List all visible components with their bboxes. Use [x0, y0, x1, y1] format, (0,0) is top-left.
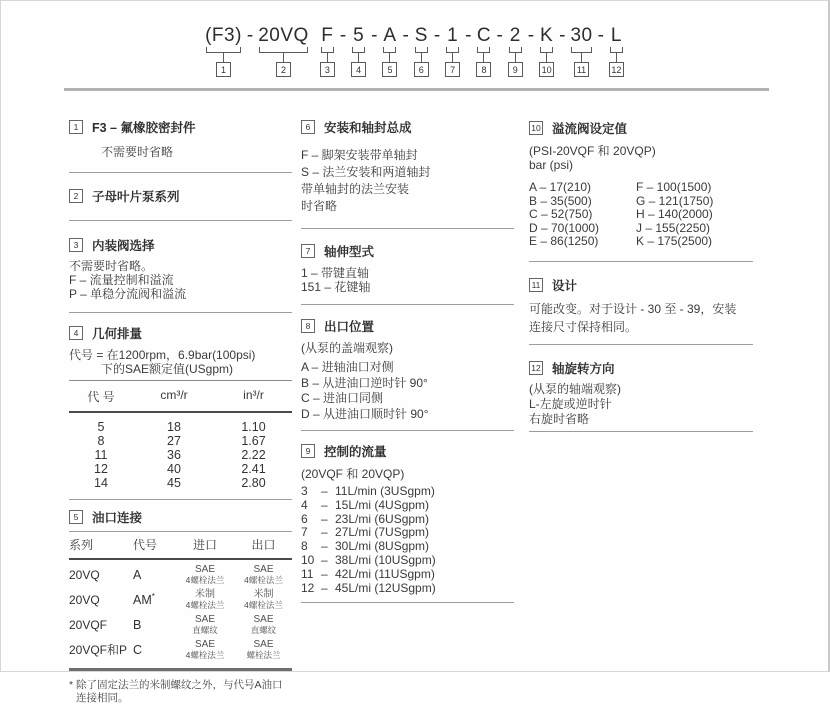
flow-option: 10 – 38L/mi (10USgpm): [301, 552, 436, 567]
flow-option: 8 – 30L/mi (8USgpm): [301, 539, 430, 554]
column-header: 代 号: [87, 390, 115, 404]
table-cell: 12: [94, 462, 108, 476]
code-cell: A: [133, 568, 142, 583]
section-3-number-box: 3: [69, 238, 83, 252]
table-cell: 27: [167, 434, 181, 448]
setting-item: F – 100(1500): [636, 180, 712, 194]
text-line: 连接尺寸保持相同。: [529, 319, 638, 334]
series-cell: 20VQ: [69, 567, 100, 582]
section-12-body: [529, 382, 753, 427]
section-1-heading: [69, 118, 292, 136]
code-dash: -: [559, 25, 566, 46]
section-11-body: [529, 300, 753, 336]
table-row: [69, 612, 292, 637]
code-stem: [223, 53, 224, 62]
section-2-heading: [69, 187, 292, 205]
code-text-3: F: [321, 25, 334, 46]
code-dash: -: [496, 25, 503, 46]
setting-item: G – 121(1750): [636, 193, 714, 208]
code-stem: [546, 53, 547, 62]
code-number-box-7: 7: [445, 62, 460, 77]
code-stem: [452, 53, 453, 62]
section-4-title: 几何排量: [92, 327, 143, 341]
option-line: 不需要时省略。: [69, 259, 154, 273]
code-text-9: 2: [509, 25, 521, 46]
port-table-body: [69, 560, 292, 662]
code-segment-11: [570, 25, 592, 77]
section-12-number-box: 12: [529, 361, 543, 375]
option-line: 151 – 花键轴: [301, 280, 371, 294]
option-line: 1 – 带键直轴: [301, 266, 370, 280]
code-segment-9: [508, 25, 523, 77]
code-segment-10: [539, 25, 554, 77]
code-text-8: C: [476, 25, 492, 46]
column-header: 进口: [192, 538, 217, 552]
table-cell: 2.80: [241, 476, 266, 490]
section-11-heading: [529, 276, 753, 294]
code-dash: -: [402, 25, 409, 46]
left-column: [69, 109, 292, 705]
setting-item: A – 17(210): [529, 180, 592, 194]
section-3-title: 内装阀选择: [92, 239, 155, 253]
code-text-6: S: [414, 25, 428, 46]
section-8-title: 出口位置: [324, 320, 375, 334]
flow-option: 11 – 42L/mi (11USgpm): [301, 566, 435, 581]
code-stem: [581, 53, 582, 62]
table-cell: 5: [97, 420, 105, 434]
inlet-cell: SAE 4螺栓法兰: [185, 639, 225, 660]
section-8-body: [301, 360, 514, 422]
section-10-title: 溢流阀设定值: [552, 122, 628, 136]
section-6-number-box: 6: [301, 120, 315, 134]
section-divider: [301, 602, 514, 603]
code-cell: B: [133, 618, 142, 633]
code-number-box-2: 2: [276, 62, 291, 77]
section-divider: [301, 228, 514, 229]
section-7-heading: [301, 242, 514, 260]
outlet-cell: SAE 螺栓法兰: [246, 639, 281, 660]
outlet-cell: 米制 4螺栓法兰: [244, 589, 283, 610]
code-stem: [483, 53, 484, 62]
option-line: P – 单稳分流阀和溢流: [69, 287, 187, 301]
setting-item: C – 52(750): [529, 207, 593, 222]
flow-option: 3 – 11L/min (3USgpm): [301, 484, 435, 498]
section-11-number-box: 11: [529, 278, 543, 292]
code-dash: -: [465, 25, 472, 46]
option-line: S – 法兰安装和两道轴封: [301, 165, 431, 179]
table-cell: 11: [94, 448, 108, 462]
code-stem: [358, 53, 359, 62]
outlet-cell: SAE 4螺栓法兰: [244, 564, 283, 585]
section-4-heading: [69, 324, 292, 342]
code-text-2: 20VQ: [258, 25, 309, 46]
section-8-number-box: 8: [301, 319, 315, 333]
text-line: L-左旋或逆时针: [529, 396, 612, 411]
section-10-subtitle: (PSI-20VQF 和 20VQP): [529, 144, 656, 158]
section-5-title: 油口连接: [92, 511, 143, 525]
code-cell: C: [133, 643, 143, 658]
setting-item: B – 35(500): [529, 193, 592, 208]
option-line: 带单轴封的法兰安装: [301, 182, 410, 196]
outlet-cell: SAE 直螺纹: [250, 614, 277, 635]
section-9-body: [301, 485, 514, 595]
table-cell: 2.41: [241, 462, 266, 476]
code-segment-1: [205, 25, 242, 77]
displacement-table-header: [69, 381, 292, 411]
series-cell: 20VQF和P: [69, 643, 128, 657]
table-row: [69, 562, 292, 587]
code-text-10: K: [540, 25, 554, 46]
code-number-box-5: 5: [382, 62, 397, 77]
section-7-title: 轴伸型式: [324, 245, 375, 259]
text-line: 可能改变。对于设计 - 30 至 - 39，安装: [529, 301, 737, 316]
code-number-box-6: 6: [414, 62, 429, 77]
code-number-box-4: 4: [351, 62, 366, 77]
option-line: 时省略: [301, 199, 338, 213]
code-segment-8: [476, 25, 491, 77]
column-header: 系列: [69, 538, 94, 552]
option-line: F – 脚架安装带单轴封: [301, 148, 418, 162]
section-12-heading: [529, 359, 753, 377]
section-5-number-box: 5: [69, 510, 83, 524]
right-column: [529, 111, 753, 432]
pressure-settings-list: [529, 181, 753, 249]
code-segment-4: [351, 25, 366, 77]
section-7-number-box: 7: [301, 244, 315, 258]
code-dash: -: [433, 25, 441, 46]
code-stem: [616, 53, 617, 62]
section-1-note: 不需要时省略: [101, 145, 174, 159]
option-line: A – 进轴油口对侧: [301, 360, 394, 374]
table-rule: [69, 668, 292, 671]
option-line: D – 从进油口顺时针 90°: [301, 406, 429, 421]
section-10-subtitle: bar (psi): [529, 158, 574, 172]
text-line: (从泵的轴端观察): [529, 381, 621, 396]
section-9-title: 控制的流量: [324, 445, 387, 459]
inlet-cell: 米制 4螺栓法兰: [185, 589, 225, 610]
section-4-desc: 下的SAE额定值(USgpm): [101, 362, 234, 376]
code-segment-2: [258, 25, 309, 77]
code-segment-5: [382, 25, 397, 77]
section-1-title: F3 – 氟橡胶密封件: [92, 121, 196, 135]
code-stem: [327, 53, 328, 62]
code-text-5: A: [383, 25, 397, 46]
column-header: cm³/r: [160, 388, 188, 402]
text-line: 右旋时省略: [529, 411, 590, 426]
section-4-number-box: 4: [69, 326, 83, 340]
section-divider: [69, 172, 292, 173]
table-cell: 1.67: [241, 434, 266, 448]
displacement-table-body: [69, 413, 292, 490]
code-number-box-8: 8: [476, 62, 491, 77]
flow-option: 4 – 15L/mi (4USgpm): [301, 497, 430, 512]
table-cell: 36: [167, 448, 181, 462]
inlet-cell: SAE 直螺纹: [192, 614, 218, 635]
code-dash: -: [527, 25, 535, 46]
section-10-heading: [529, 119, 753, 137]
setting-item: H – 140(2000): [636, 207, 713, 222]
section-8-heading: [301, 317, 514, 335]
port-table-header: [69, 532, 292, 558]
section-12-title: 轴旋转方向: [552, 361, 615, 376]
header-divider: [64, 88, 769, 91]
section-8-subtitle: (从泵的盖端观察): [301, 341, 393, 355]
code-stem: [283, 53, 284, 62]
section-9-subtitle: (20VQF 和 20VQP): [301, 467, 405, 481]
option-line: C – 进油口同侧: [301, 391, 384, 405]
section-2-title: 子母叶片泵系列: [92, 190, 180, 204]
option-line: B – 从进油口逆时针 90°: [301, 375, 428, 390]
code-stem: [389, 53, 390, 62]
section-9-heading: [301, 442, 514, 460]
section-6-heading: [301, 118, 514, 136]
column-header: 代号: [133, 538, 158, 552]
setting-item: D – 70(1000): [529, 220, 600, 235]
code-text-7: 1: [447, 25, 459, 46]
flow-option: 6 – 23L/mi (6USgpm): [301, 511, 430, 526]
section-2-number-box: 2: [69, 189, 83, 203]
table-cell: 45: [167, 476, 181, 490]
section-divider: [529, 261, 753, 262]
code-number-box-3: 3: [320, 62, 335, 77]
flow-option: 7 – 27L/mi (7USgpm): [301, 525, 430, 540]
inlet-cell: SAE 4螺栓法兰: [185, 564, 225, 585]
code-dash: -: [371, 25, 378, 46]
table-cell: 1.10: [241, 420, 266, 434]
series-cell: 20VQ: [69, 592, 100, 607]
section-11-title: 设计: [552, 278, 578, 293]
section-4-desc: 代号 = 在1200rpm，6.9bar(100psi): [69, 348, 256, 362]
section-divider: [69, 312, 292, 313]
table-cell: 14: [94, 476, 108, 490]
code-number-box-9: 9: [508, 62, 523, 77]
section-1-number-box: 1: [69, 120, 83, 134]
setting-item: E – 86(1250): [529, 234, 599, 249]
code-cell: AM*: [133, 591, 155, 608]
code-dash: -: [597, 25, 604, 46]
code-stem: [515, 53, 516, 62]
model-code-diagram: [1, 25, 828, 77]
setting-item: K – 175(2500): [636, 234, 713, 249]
code-segment-3: [320, 25, 335, 77]
section-divider: [69, 499, 292, 500]
section-divider: [301, 304, 514, 305]
code-segment-7: [445, 25, 460, 77]
section-6-body: [301, 147, 514, 215]
code-text-1: (F3): [205, 25, 242, 46]
code-text-11: 30: [570, 25, 593, 46]
code-dash: -: [246, 25, 254, 46]
code-segment-6: [414, 25, 429, 77]
code-segment-12: [609, 25, 624, 77]
section-9-number-box: 9: [301, 444, 315, 458]
section-divider: [69, 220, 292, 221]
section-divider: [301, 430, 514, 431]
section-7-body: [301, 266, 514, 294]
option-line: F – 流量控制和溢流: [69, 273, 174, 287]
section-5-heading: [69, 508, 292, 526]
code-dash: -: [339, 25, 347, 46]
section-3-heading: [69, 236, 292, 254]
flow-option: 12 – 45L/mi (12USgpm): [301, 580, 436, 595]
section-divider: [529, 344, 753, 345]
table-row: [69, 587, 292, 612]
middle-column: [301, 109, 514, 603]
code-number-box-12: 12: [609, 62, 624, 77]
section-10-number-box: 10: [529, 121, 543, 135]
code-text-4: 5: [353, 25, 365, 46]
column-header: in³/r: [243, 388, 264, 402]
section-divider: [529, 431, 753, 432]
table-cell: 18: [167, 420, 181, 434]
setting-item: J – 155(2250): [636, 220, 711, 235]
code-number-box-10: 10: [539, 62, 554, 77]
code-text-12: L: [610, 25, 622, 46]
footnote-line: 连接相同。: [76, 692, 129, 704]
column-header: 出口: [251, 538, 276, 552]
code-stem: [421, 53, 422, 62]
section-3-body: [69, 259, 292, 301]
section-6-title: 安装和轴封总成: [324, 121, 412, 135]
table-row: [69, 637, 292, 662]
series-cell: 20VQF: [69, 617, 108, 632]
table-cell: 2.22: [241, 448, 266, 462]
code-number-box-11: 11: [574, 62, 589, 77]
footnote-line: * 除了固定法兰的米制螺纹之外，与代号A油口: [69, 679, 283, 691]
code-number-box-1: 1: [216, 62, 231, 77]
table-cell: 8: [97, 434, 105, 448]
table-cell: 40: [167, 462, 181, 476]
